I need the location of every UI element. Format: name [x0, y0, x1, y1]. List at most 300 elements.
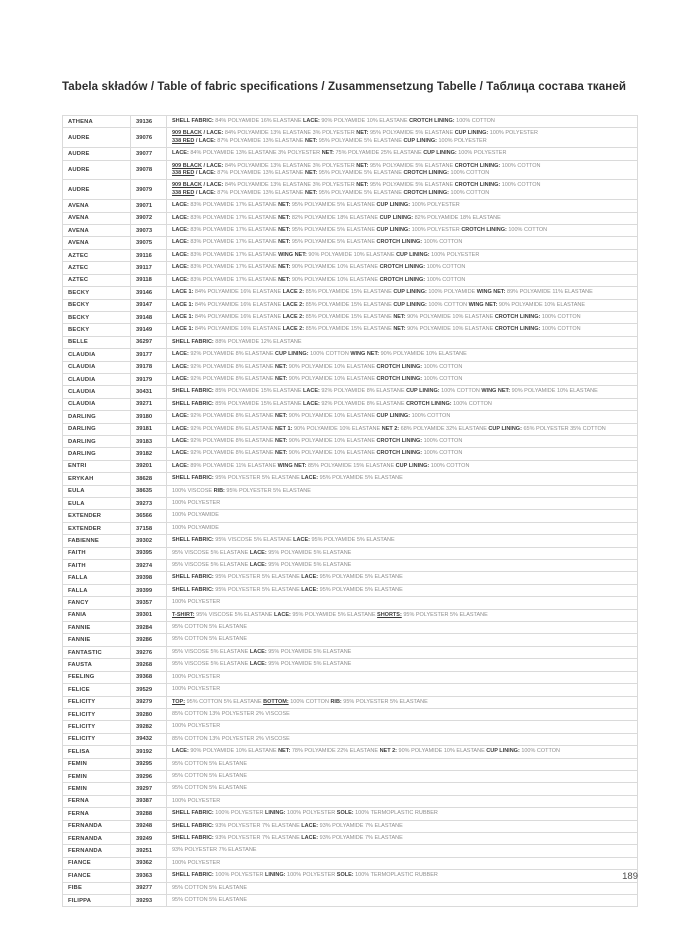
component-value: 100% POLYESTER [458, 150, 507, 157]
component-value: 92% POLYAMIDE 8% ELASTANE [190, 363, 274, 370]
component-value: 84% POLYAMIDE 13% ELASTANE 3% POLYESTER [224, 182, 355, 189]
table-row [63, 161, 637, 181]
table-row [63, 560, 637, 572]
composition-line [172, 847, 634, 854]
component-label: / LACE: [203, 130, 224, 137]
table-row [63, 337, 637, 349]
table-row [63, 262, 637, 274]
style-number: 39078 [131, 161, 167, 180]
style-number: 39179 [131, 374, 167, 385]
table-row [63, 411, 637, 423]
composition-line [172, 376, 634, 383]
composition-line [172, 872, 634, 879]
component-value: 89% POLYAMIDE 11% ELASTANE [507, 289, 593, 296]
composition-line [172, 723, 634, 730]
table-row [63, 771, 637, 783]
component-label: NET: [278, 239, 291, 246]
component-label: LACE 1: [172, 326, 194, 333]
composition-cell [167, 486, 637, 497]
component-label: NET: [278, 214, 291, 221]
style-number: 38635 [131, 486, 167, 497]
style-number: 39363 [131, 870, 167, 881]
composition-cell [167, 148, 637, 159]
composition-line [172, 897, 634, 904]
component-label: CUP LINING: [406, 388, 440, 395]
composition-cell [167, 771, 637, 782]
product-name: FANCY [63, 597, 131, 608]
composition-cell [167, 783, 637, 794]
composition-line [172, 798, 634, 805]
component-label: / LACE: [195, 137, 216, 144]
component-label: CUP LINING: [403, 137, 437, 144]
style-number: 39271 [131, 399, 167, 410]
product-name: DARLING [63, 436, 131, 447]
component-label: NET: [275, 363, 288, 370]
component-value: 83% POLYAMIDE 17% ELASTANE [190, 276, 277, 283]
component-value: 85% POLYAMIDE 15% ELASTANE [305, 301, 392, 308]
component-value: 90% POLYAMIDE 10% ELASTANE [291, 264, 379, 271]
table-row [63, 634, 637, 646]
product-name: AVENA [63, 200, 131, 211]
component-value: 95% POLYESTER 5% ELASTANE [403, 611, 488, 618]
component-label: SHELL FABRIC: [172, 810, 214, 817]
component-value: 92% POLYAMIDE 8% ELASTANE [190, 375, 274, 382]
component-label: TOP: [172, 698, 186, 705]
component-value: 100% COTTON [541, 313, 581, 320]
component-value: 90% POLYAMIDE 10% ELASTANE [291, 276, 379, 283]
style-number: 39276 [131, 647, 167, 658]
product-name: FEMIN [63, 759, 131, 770]
component-label: LACE: [301, 475, 319, 482]
component-value: 87% POLYAMIDE 13% ELASTANE [217, 137, 304, 144]
table-row [63, 895, 637, 907]
composition-cell [167, 262, 637, 273]
component-label: T-SHIRT: [172, 611, 195, 618]
composition-cell [167, 275, 637, 286]
component-value: 84% POLYAMIDE 16% ELASTANE [194, 289, 282, 296]
composition-cell [167, 845, 637, 856]
composition-line [172, 277, 634, 284]
component-value: 95% POLYAMIDE 5% ELASTANE [318, 189, 402, 196]
product-name: ERYKAH [63, 473, 131, 484]
composition-cell [167, 510, 637, 521]
component-label: NET: [305, 189, 318, 196]
style-number: 39268 [131, 659, 167, 670]
style-number: 39296 [131, 771, 167, 782]
composition-cell [167, 424, 637, 435]
product-name: EULA [63, 498, 131, 509]
component-label: CUP LINING: [393, 301, 427, 308]
table-row [63, 523, 637, 535]
style-number: 39180 [131, 411, 167, 422]
component-value: 100% POLYESTER [489, 130, 538, 137]
component-label: CROTCH LINING: [454, 162, 501, 169]
component-label: LACE: [172, 251, 189, 258]
component-value: 100% POLYESTER [438, 137, 487, 144]
component-value: 90% POLYAMIDE 10% ELASTANE [511, 388, 598, 395]
composition-line [172, 612, 634, 619]
style-number: 39280 [131, 709, 167, 720]
component-value: 83% POLYAMIDE 17% ELASTANE [190, 251, 277, 258]
composition-cell [167, 386, 637, 397]
style-number: 39148 [131, 312, 167, 323]
product-name: BECKY [63, 324, 131, 335]
component-label: LACE: [172, 437, 189, 444]
composition-cell [167, 374, 637, 385]
component-value: 95% POLYAMIDE 5% ELASTANE [319, 574, 403, 581]
product-name: FEMIN [63, 783, 131, 794]
product-name: BECKY [63, 300, 131, 311]
component-value: 85% POLYAMIDE 15% ELASTANE [305, 289, 392, 296]
component-label: SHELL FABRIC: [172, 338, 214, 345]
component-label: 338 RED [172, 170, 195, 177]
component-label: CROTCH LINING: [406, 400, 452, 407]
component-label: SOLE: [336, 872, 354, 879]
table-row [63, 672, 637, 684]
composition-cell [167, 634, 637, 645]
component-value: 100% COTTON [453, 400, 492, 407]
component-value: 95% POLYESTER 5% ELASTANE [226, 487, 311, 494]
product-name: FAITH [63, 548, 131, 559]
component-value: 95% VISCOSE 5% ELASTANE [215, 537, 292, 544]
component-value: 100% COTTON [426, 264, 466, 271]
composition-line [172, 388, 634, 395]
component-label: BOTTOM: [263, 698, 289, 705]
table-row [63, 448, 637, 460]
composition-cell [167, 597, 637, 608]
component-value: 95% COTTON 5% ELASTANE [172, 760, 247, 767]
composition-line [172, 599, 634, 606]
composition-line [172, 699, 634, 706]
component-value: 100% POLYESTER [287, 872, 336, 879]
component-label: SHELL FABRIC: [172, 400, 214, 407]
composition-cell [167, 535, 637, 546]
product-name: FERNA [63, 808, 131, 819]
composition-cell [167, 622, 637, 633]
component-value: 100% POLYESTER [411, 227, 460, 234]
component-label: NET: [393, 326, 406, 333]
composition-cell [167, 759, 637, 770]
product-name: EULA [63, 486, 131, 497]
product-name: DARLING [63, 424, 131, 435]
component-label: LACE: [303, 400, 320, 407]
composition-cell [167, 895, 637, 906]
component-label: CUP LINING: [393, 289, 427, 296]
composition-line [172, 674, 634, 681]
component-value: 75% POLYAMIDE 25% ELASTANE [335, 150, 422, 157]
composition-cell [167, 250, 637, 261]
component-value: 95% POLYAMIDE 5% ELASTANE [319, 586, 403, 593]
component-value: 95% POLYAMIDE 5% ELASTANE [370, 130, 454, 137]
product-name: FEMIN [63, 771, 131, 782]
composition-line [172, 289, 634, 296]
component-label: 338 RED [172, 137, 195, 144]
table-row [63, 275, 637, 287]
product-name: AZTEC [63, 262, 131, 273]
table-row [63, 486, 637, 498]
style-number: 39182 [131, 448, 167, 459]
component-label: NET: [275, 413, 288, 420]
component-value: 100% POLYESTER [215, 810, 264, 817]
table-row [63, 312, 637, 324]
component-label: LACE 1: [172, 313, 194, 320]
product-name: AZTEC [63, 275, 131, 286]
component-label: SHELL FABRIC: [172, 388, 214, 395]
component-value: 92% POLYAMIDE 8% ELASTANE [190, 437, 274, 444]
table-row [63, 300, 637, 312]
composition-line [172, 562, 634, 569]
component-label: 909 BLACK [172, 182, 202, 189]
product-name: FAITH [63, 560, 131, 571]
component-label: CUP LINING: [423, 150, 457, 157]
component-value: 95% POLYAMIDE 5% ELASTANE [311, 537, 395, 544]
component-label: NET 2: [379, 748, 397, 755]
component-value: 95% COTTON 5% ELASTANE [172, 624, 247, 631]
component-value: 100% COTTON [501, 162, 541, 169]
composition-cell [167, 362, 637, 373]
composition-line [172, 227, 634, 234]
style-number: 39279 [131, 697, 167, 708]
composition-line [172, 761, 634, 768]
page-number: 189 [622, 871, 638, 882]
composition-cell [167, 697, 637, 708]
composition-line [172, 314, 634, 321]
product-name: CLAUDIA [63, 362, 131, 373]
component-label: LINING: [265, 872, 286, 879]
composition-line [172, 748, 634, 755]
table-row [63, 858, 637, 870]
component-label: WING NET: [476, 289, 506, 296]
component-label: CUP LINING: [488, 425, 522, 432]
table-row [63, 386, 637, 398]
component-label: LACE 2: [282, 289, 305, 296]
composition-cell [167, 870, 637, 881]
table-row [63, 734, 637, 746]
component-label: CUP LINING: [379, 214, 414, 221]
composition-cell [167, 833, 637, 844]
table-row [63, 585, 637, 597]
component-value: 95% POLYAMIDE 5% ELASTANE [318, 137, 402, 144]
composition-line [172, 170, 634, 177]
component-value: 84% POLYAMIDE 13% ELASTANE 3% POLYESTER [224, 162, 355, 169]
table-row [63, 783, 637, 795]
component-value: 100% TERMOPLASTIC RUBBER [355, 810, 438, 817]
table-row [63, 883, 637, 895]
component-label: LACE 2: [282, 326, 305, 333]
style-number: 39075 [131, 237, 167, 248]
composition-cell [167, 721, 637, 732]
composition-cell [167, 585, 637, 596]
component-value: 100% POLYESTER [172, 673, 221, 680]
table-row [63, 746, 637, 758]
style-number: 39293 [131, 895, 167, 906]
composition-cell [167, 734, 637, 745]
style-number: 39368 [131, 672, 167, 683]
table-row [63, 148, 637, 160]
component-label: NET: [305, 137, 318, 144]
component-value: 68% POLYAMIDE 32% ELASTANE [400, 425, 487, 432]
composition-line [172, 885, 634, 892]
component-label: LACE: [172, 748, 189, 755]
composition-cell [167, 324, 637, 335]
component-label: CUP LINING: [454, 130, 489, 137]
composition-cell [167, 473, 637, 484]
component-label: CROTCH LINING: [376, 437, 423, 444]
component-value: 90% POLYAMIDE 10% ELASTANE [407, 313, 494, 320]
table-row [63, 597, 637, 609]
composition-cell [167, 300, 637, 311]
fabric-spec-table [62, 115, 638, 907]
component-value: 100% POLYAMIDE [172, 512, 219, 519]
component-value: 83% POLYAMIDE 17% ELASTANE [190, 264, 277, 271]
component-label: LACE: [303, 118, 320, 124]
component-label: CROTCH LINING: [461, 227, 507, 234]
component-label: CROTCH LINING: [454, 182, 501, 189]
component-label: / LACE: [203, 182, 224, 189]
composition-cell [167, 647, 637, 658]
product-name: DARLING [63, 411, 131, 422]
style-number: 39302 [131, 535, 167, 546]
component-label: NET: [275, 450, 288, 457]
composition-cell [167, 684, 637, 695]
composition-cell [167, 312, 637, 323]
component-value: 95% COTTON 5% ELASTANE [172, 884, 247, 891]
table-row [63, 548, 637, 560]
component-label: CROTCH LINING: [379, 276, 426, 283]
component-label: CUP LINING: [376, 202, 411, 209]
component-label: NET: [321, 150, 334, 157]
component-value: 100% POLYAMIDE [172, 524, 219, 531]
product-name: FIANCE [63, 870, 131, 881]
table-row [63, 659, 637, 671]
component-value: 92% POLYAMIDE 8% ELASTANE [190, 450, 274, 457]
table-row [63, 845, 637, 857]
component-value: 95% POLYAMIDE 5% ELASTANE [292, 611, 376, 618]
table-row [63, 116, 637, 128]
table-row [63, 237, 637, 249]
component-label: SHELL FABRIC: [172, 475, 214, 482]
table-row [63, 498, 637, 510]
component-value: 93% POLYESTER 7% ELASTANE [215, 834, 300, 841]
composition-cell [167, 498, 637, 509]
composition-cell [167, 399, 637, 410]
composition-line [172, 202, 634, 209]
component-label: SHELL FABRIC: [172, 537, 214, 544]
composition-cell [167, 821, 637, 832]
table-row [63, 709, 637, 721]
product-name: FIANCE [63, 858, 131, 869]
component-label: CROTCH LINING: [494, 326, 541, 333]
component-value: 95% POLYAMIDE 5% ELASTANE [291, 239, 375, 246]
composition-line [172, 130, 634, 137]
table-row [63, 324, 637, 336]
composition-cell [167, 128, 637, 147]
component-value: 83% POLYAMIDE 17% ELASTANE [190, 227, 277, 234]
component-value: 95% COTTON 5% ELASTANE [172, 636, 247, 643]
component-value: 88% POLYAMIDE 12% ELASTANE [215, 338, 302, 345]
table-row [63, 572, 637, 584]
component-value: 100% TERMOPLASTIC RUBBER [355, 872, 438, 879]
composition-cell [167, 858, 637, 869]
component-value: 100% POLYESTER [172, 599, 221, 606]
table-row [63, 399, 637, 411]
component-label: SOLE: [336, 810, 354, 817]
composition-cell [167, 572, 637, 583]
component-value: 85% COTTON 13% POLYESTER 2% VISCOSE [172, 735, 290, 742]
composition-line [172, 550, 634, 557]
component-label: CROTCH LINING: [403, 189, 449, 196]
composition-line [172, 302, 634, 309]
style-number: 39192 [131, 746, 167, 757]
style-number: 39297 [131, 783, 167, 794]
product-name: FERNANDA [63, 833, 131, 844]
component-label: LACE: [249, 549, 267, 556]
product-name: AUDRE [63, 128, 131, 147]
component-label: CUP LINING: [396, 251, 430, 258]
component-label: LACE: [172, 214, 189, 221]
table-row [63, 213, 637, 225]
component-label: NET: [275, 375, 288, 382]
component-value: 93% POLYESTER 7% ELASTANE [215, 822, 300, 829]
product-name: AUDRE [63, 161, 131, 180]
composition-line [172, 475, 634, 482]
product-name: FELICITY [63, 734, 131, 745]
product-name: FELICITY [63, 709, 131, 720]
component-label: LACE: [172, 351, 189, 358]
component-value: 100% COTTON [426, 276, 466, 283]
composition-line [172, 500, 634, 507]
component-label: SHELL FABRIC: [172, 822, 214, 829]
component-value: 100% COTTON [501, 182, 541, 189]
style-number: 39201 [131, 461, 167, 472]
component-value: 100% COTTON [411, 413, 451, 420]
component-label: LACE: [172, 462, 189, 469]
product-name: FANNIE [63, 622, 131, 633]
component-label: CROTCH LINING: [376, 375, 423, 382]
component-label: LACE: [172, 375, 189, 382]
component-label: RIB: [330, 698, 342, 705]
table-row [63, 287, 637, 299]
product-name: FABIENNE [63, 535, 131, 546]
component-value: 90% POLYAMIDE 10% ELASTANE [308, 251, 395, 258]
component-label: LACE: [172, 276, 189, 283]
component-value: 100% COTTON [290, 698, 329, 705]
component-value: 84% POLYAMIDE 16% ELASTANE [194, 301, 282, 308]
composition-cell [167, 746, 637, 757]
style-number: 38628 [131, 473, 167, 484]
product-name: FAUSTA [63, 659, 131, 670]
style-number: 39357 [131, 597, 167, 608]
component-value: 100% COTTON [428, 301, 468, 308]
style-number: 39282 [131, 721, 167, 732]
component-label: WING NET: [277, 462, 307, 469]
component-value: 85% POLYAMIDE 15% ELASTANE [305, 313, 392, 320]
component-value: 93% POLYESTER 7% ELASTANE [172, 847, 257, 854]
component-value: 84% POLYAMIDE 16% ELASTANE [215, 118, 302, 124]
component-value: 84% POLYAMIDE 16% ELASTANE [194, 326, 282, 333]
component-label: LACE: [172, 425, 189, 432]
component-value: 100% COTTON [541, 326, 581, 333]
component-value: 95% POLYAMIDE 5% ELASTANE [268, 661, 352, 668]
component-value: 95% POLYAMIDE 5% ELASTANE [268, 562, 352, 569]
component-label: 338 RED [172, 189, 195, 196]
component-value: 95% VISCOSE 5% ELASTANE [172, 648, 249, 655]
component-label: LINING: [265, 810, 286, 817]
composition-line [172, 773, 634, 780]
component-value: 78% POLYAMIDE 22% ELASTANE [291, 748, 379, 755]
component-label: WING NET: [278, 251, 307, 258]
component-label: CROTCH LINING: [494, 313, 541, 320]
